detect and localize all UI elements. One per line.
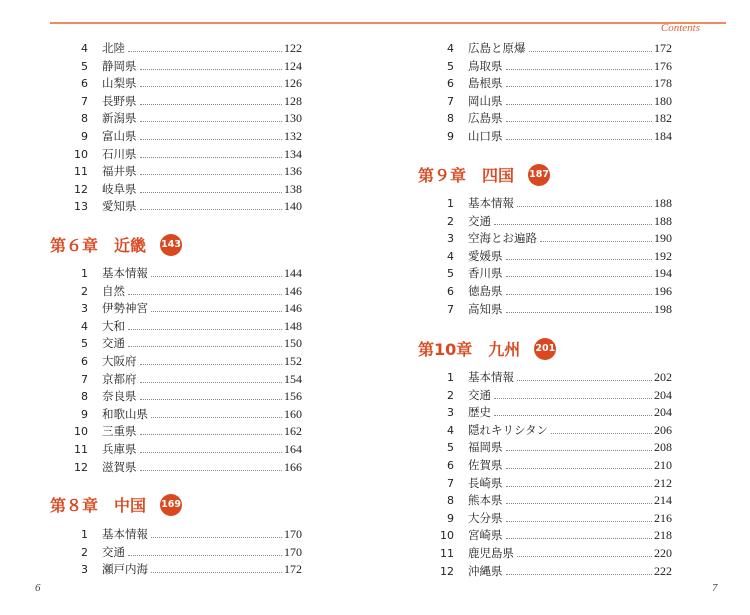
- entry-number: 6: [81, 77, 88, 91]
- entry-title: 新潟県: [102, 111, 137, 126]
- toc-entry[interactable]: [432, 492, 672, 510]
- entry-page: 210: [654, 457, 672, 472]
- entry-page: 166: [284, 459, 302, 474]
- chapter-heading: [50, 493, 182, 516]
- toc-entry[interactable]: [66, 388, 302, 406]
- dot-leader: [506, 104, 653, 105]
- toc-entry[interactable]: [66, 335, 302, 353]
- entry-title: 富山県: [102, 128, 137, 143]
- toc-entry[interactable]: [66, 406, 302, 424]
- entry-number: 8: [447, 112, 454, 126]
- entry-title: 静岡県: [102, 58, 137, 73]
- entry-title: 大阪府: [102, 353, 137, 368]
- entry-number: 10: [74, 425, 88, 439]
- entry-page: 140: [284, 199, 302, 214]
- toc-block: [66, 265, 302, 476]
- dot-leader: [140, 104, 283, 105]
- entry-page: 204: [654, 387, 672, 402]
- entry-title: 徳島県: [468, 283, 503, 298]
- entry-title: 交通: [102, 544, 125, 559]
- entry-page: 170: [284, 527, 302, 541]
- dot-leader: [140, 209, 283, 210]
- dot-leader: [494, 415, 652, 416]
- entry-title: 交通: [102, 336, 125, 351]
- entry-page: 222: [654, 563, 672, 578]
- dot-leader: [140, 434, 283, 435]
- dot-leader: [506, 139, 653, 140]
- toc-entry[interactable]: [66, 146, 302, 164]
- toc-entry[interactable]: [66, 58, 302, 76]
- entry-title: 山梨県: [102, 76, 137, 91]
- entry-number: 8: [447, 494, 454, 508]
- entry-page: 214: [654, 493, 672, 508]
- chapter-page-badge: 169: [160, 494, 182, 516]
- dot-leader: [506, 521, 653, 522]
- entry-page: 206: [654, 422, 672, 437]
- entry-number: 1: [447, 197, 454, 210]
- entry-title: 広島と原爆: [468, 41, 526, 55]
- dot-leader: [140, 157, 283, 158]
- entry-title: 沖縄県: [468, 563, 503, 578]
- toc-entry[interactable]: [432, 387, 672, 405]
- toc-entry[interactable]: [432, 457, 672, 475]
- entry-page: 148: [284, 318, 302, 333]
- chapter-page-badge: 201: [534, 338, 556, 360]
- entry-page: 138: [284, 181, 302, 196]
- entry-page: 128: [284, 93, 302, 108]
- dot-leader: [506, 486, 653, 487]
- chapter-heading: [418, 163, 550, 186]
- entry-number: 2: [81, 545, 88, 559]
- dot-leader: [506, 86, 653, 87]
- dot-leader: [494, 398, 652, 399]
- entry-number: 7: [81, 94, 88, 108]
- entry-title: 歴史: [468, 405, 491, 420]
- dot-leader: [506, 312, 653, 313]
- dot-leader: [506, 121, 653, 122]
- entry-title: 京都府: [102, 371, 137, 386]
- toc-block: [432, 369, 672, 580]
- entry-title: 基本情報: [102, 266, 148, 280]
- toc-entry[interactable]: [432, 510, 672, 528]
- dot-leader: [551, 433, 652, 434]
- chapter-label: 第９章: [418, 166, 467, 185]
- entry-number: 5: [81, 337, 88, 351]
- entry-number: 3: [447, 406, 454, 420]
- dot-leader: [506, 294, 653, 295]
- dot-leader: [140, 86, 283, 87]
- toc-entry[interactable]: [66, 353, 302, 371]
- dot-leader: [140, 121, 283, 122]
- toc-entry[interactable]: [66, 441, 302, 459]
- entry-title: 奈良県: [102, 389, 137, 404]
- entry-page: 188: [654, 196, 672, 210]
- entry-title: 隠れキリシタン: [468, 422, 549, 437]
- chapter-page-badge: 187: [528, 164, 550, 186]
- entry-title: 基本情報: [468, 370, 514, 384]
- dot-leader: [140, 192, 283, 193]
- toc-entry[interactable]: [66, 300, 302, 318]
- dot-leader: [506, 450, 653, 451]
- toc-entry[interactable]: [66, 110, 302, 128]
- toc-entry[interactable]: [66, 561, 302, 579]
- entry-title: 長崎県: [468, 475, 503, 490]
- entry-page: 220: [654, 545, 672, 560]
- toc-entry[interactable]: [432, 563, 672, 581]
- entry-number: 6: [447, 458, 454, 472]
- entry-title: 北陸: [102, 41, 125, 55]
- toc-entry[interactable]: [66, 75, 302, 93]
- dot-leader: [151, 311, 282, 312]
- toc-block: [432, 195, 672, 318]
- entry-number: 1: [447, 371, 454, 384]
- entry-page: 154: [284, 371, 302, 386]
- entry-title: 大和: [102, 318, 125, 333]
- dot-leader: [128, 555, 282, 556]
- entry-title: 長野県: [102, 93, 137, 108]
- dot-leader: [517, 206, 652, 207]
- toc-entry[interactable]: [432, 195, 672, 213]
- entry-title: 滋賀県: [102, 459, 137, 474]
- entry-page: 192: [654, 248, 672, 263]
- toc-entry[interactable]: [432, 40, 672, 58]
- entry-title: 交通: [468, 387, 491, 402]
- dot-leader: [128, 329, 282, 330]
- entry-page: 218: [654, 528, 672, 543]
- entry-page: 208: [654, 440, 672, 455]
- entry-title: 大分県: [468, 510, 503, 525]
- entry-number: 5: [447, 267, 454, 281]
- dot-leader: [128, 294, 282, 295]
- entry-number: 11: [74, 442, 88, 456]
- dot-leader: [506, 276, 653, 277]
- entry-page: 132: [284, 128, 302, 143]
- entry-page: 134: [284, 146, 302, 161]
- toc-entry[interactable]: [432, 110, 672, 128]
- entry-title: 自然: [102, 283, 125, 298]
- entry-page: 182: [654, 111, 672, 126]
- running-title: Contents: [660, 22, 700, 34]
- header-rule: [50, 22, 726, 24]
- toc-entry[interactable]: [66, 163, 302, 181]
- dot-leader: [517, 556, 652, 557]
- entry-page: 216: [654, 510, 672, 525]
- entry-number: 8: [81, 390, 88, 404]
- toc-entry[interactable]: [432, 422, 672, 440]
- entry-page: 150: [284, 336, 302, 351]
- entry-number: 10: [74, 147, 88, 161]
- toc-entry[interactable]: [66, 318, 302, 336]
- entry-number: 12: [74, 460, 88, 474]
- entry-number: 4: [447, 249, 454, 263]
- entry-page: 156: [284, 389, 302, 404]
- dot-leader: [506, 503, 653, 504]
- dot-leader: [140, 470, 283, 471]
- dot-leader: [540, 241, 652, 242]
- chapter-heading: [418, 337, 556, 360]
- dot-leader: [506, 538, 653, 539]
- entry-number: 6: [81, 354, 88, 368]
- dot-leader: [128, 51, 282, 52]
- entry-number: 7: [81, 372, 88, 386]
- toc-entry[interactable]: [66, 526, 302, 544]
- dot-leader: [140, 364, 283, 365]
- entry-title: 基本情報: [468, 196, 514, 210]
- entry-page: 164: [284, 441, 302, 456]
- toc-entry[interactable]: [432, 75, 672, 93]
- toc-block: [66, 40, 302, 216]
- dot-leader: [140, 139, 283, 140]
- entry-title: 伊勢神宮: [102, 301, 148, 316]
- toc-block: [66, 526, 302, 579]
- toc-entry[interactable]: [432, 439, 672, 457]
- dot-leader: [140, 382, 283, 383]
- entry-number: 7: [447, 302, 454, 316]
- entry-title: 高知県: [468, 301, 503, 316]
- entry-number: 4: [81, 319, 88, 333]
- dot-leader: [529, 51, 653, 52]
- entry-page: 130: [284, 111, 302, 126]
- entry-number: 12: [440, 564, 454, 578]
- entry-page: 184: [654, 128, 672, 143]
- entry-number: 7: [447, 94, 454, 108]
- dot-leader: [506, 468, 653, 469]
- toc-entry[interactable]: [432, 230, 672, 248]
- entry-page: 176: [654, 58, 672, 73]
- toc-entry[interactable]: [66, 40, 302, 58]
- dot-leader: [151, 276, 282, 277]
- entry-page: 146: [284, 301, 302, 316]
- chapter-label: 第６章: [50, 236, 99, 255]
- entry-number: 11: [440, 546, 454, 560]
- entry-page: 162: [284, 424, 302, 439]
- toc-entry[interactable]: [432, 58, 672, 76]
- entry-page: 190: [654, 231, 672, 246]
- dot-leader: [506, 69, 653, 70]
- entry-title: 島根県: [468, 76, 503, 91]
- dot-leader: [517, 380, 652, 381]
- toc-entry[interactable]: [66, 128, 302, 146]
- entry-page: 160: [284, 406, 302, 421]
- entry-page: 202: [654, 370, 672, 384]
- entry-title: 空海とお遍路: [468, 231, 537, 246]
- entry-number: 3: [81, 563, 88, 577]
- entry-page: 204: [654, 405, 672, 420]
- toc-entry[interactable]: [66, 93, 302, 111]
- chapter-heading: [50, 233, 182, 256]
- entry-title: 広島県: [468, 111, 503, 126]
- entry-page: 152: [284, 353, 302, 368]
- entry-number: 9: [81, 129, 88, 143]
- entry-title: 岡山県: [468, 93, 503, 108]
- entry-number: 10: [440, 529, 454, 543]
- entry-title: 愛媛県: [468, 248, 503, 263]
- page-number-left: 6: [35, 582, 41, 594]
- entry-number: 7: [447, 476, 454, 490]
- dot-leader: [494, 224, 652, 225]
- entry-title: 山口県: [468, 128, 503, 143]
- entry-number: 5: [447, 59, 454, 73]
- entry-title: 石川県: [102, 146, 137, 161]
- entry-page: 144: [284, 266, 302, 280]
- entry-title: 鹿児島県: [468, 545, 514, 560]
- toc-entry[interactable]: [66, 459, 302, 477]
- page-number-right: 7: [712, 582, 718, 594]
- entry-page: 172: [654, 41, 672, 55]
- entry-title: 香川県: [468, 266, 503, 281]
- entry-number: 6: [447, 284, 454, 298]
- entry-page: 212: [654, 475, 672, 490]
- dot-leader: [151, 417, 282, 418]
- entry-number: 2: [81, 284, 88, 298]
- dot-leader: [506, 574, 653, 575]
- entry-number: 2: [447, 214, 454, 228]
- entry-number: 13: [74, 200, 88, 214]
- entry-title: 瀬戸内海: [102, 562, 148, 577]
- toc-entry[interactable]: [432, 404, 672, 422]
- entry-number: 4: [447, 42, 454, 55]
- entry-number: 1: [81, 528, 88, 541]
- entry-page: 126: [284, 76, 302, 91]
- chapter-name: 九州: [488, 340, 521, 359]
- toc-entry[interactable]: [66, 265, 302, 283]
- toc-entry[interactable]: [432, 369, 672, 387]
- dot-leader: [151, 572, 282, 573]
- chapter-page-badge: 143: [160, 234, 182, 256]
- toc-entry[interactable]: [432, 265, 672, 283]
- entry-title: 愛知県: [102, 199, 137, 214]
- entry-title: 三重県: [102, 424, 137, 439]
- entry-number: 6: [447, 77, 454, 91]
- entry-page: 194: [654, 266, 672, 281]
- entry-title: 和歌山県: [102, 406, 148, 421]
- toc-entry[interactable]: [432, 93, 672, 111]
- dot-leader: [140, 69, 283, 70]
- entry-number: 9: [447, 129, 454, 143]
- entry-page: 180: [654, 93, 672, 108]
- dot-leader: [128, 346, 282, 347]
- toc-entry[interactable]: [66, 371, 302, 389]
- entry-title: 交通: [468, 213, 491, 228]
- chapter-label: 第８章: [50, 496, 99, 515]
- toc-entry[interactable]: [432, 475, 672, 493]
- toc-entry[interactable]: [432, 248, 672, 266]
- entry-number: 2: [447, 388, 454, 402]
- entry-page: 198: [654, 301, 672, 316]
- entry-number: 9: [81, 407, 88, 421]
- entry-title: 佐賀県: [468, 457, 503, 472]
- entry-number: 4: [81, 42, 88, 55]
- dot-leader: [140, 174, 283, 175]
- entry-title: 岐阜県: [102, 181, 137, 196]
- toc-entry[interactable]: [66, 181, 302, 199]
- entry-page: 136: [284, 164, 302, 179]
- entry-page: 146: [284, 283, 302, 298]
- entry-title: 宮崎県: [468, 528, 503, 543]
- dot-leader: [140, 452, 283, 453]
- entry-number: 4: [447, 423, 454, 437]
- entry-number: 1: [81, 267, 88, 280]
- chapter-name: 中国: [114, 496, 147, 515]
- toc-entry[interactable]: [432, 301, 672, 319]
- toc-entry[interactable]: [432, 213, 672, 231]
- chapter-name: 近畿: [114, 236, 147, 255]
- entry-page: 196: [654, 283, 672, 298]
- entry-title: 基本情報: [102, 527, 148, 541]
- chapter-name: 四国: [482, 166, 515, 185]
- toc-entry[interactable]: [432, 527, 672, 545]
- entry-page: 122: [284, 41, 302, 55]
- toc-block: [432, 40, 672, 146]
- toc-entry[interactable]: [66, 544, 302, 562]
- entry-page: 124: [284, 58, 302, 73]
- toc-entry[interactable]: [432, 545, 672, 563]
- entry-number: 5: [81, 59, 88, 73]
- toc-entry[interactable]: [66, 283, 302, 301]
- toc-entry[interactable]: [432, 128, 672, 146]
- entry-number: 11: [74, 165, 88, 179]
- dot-leader: [506, 259, 653, 260]
- entry-title: 福岡県: [468, 440, 503, 455]
- dot-leader: [140, 399, 283, 400]
- entry-page: 178: [654, 76, 672, 91]
- entry-title: 鳥取県: [468, 58, 503, 73]
- entry-page: 170: [284, 544, 302, 559]
- dot-leader: [151, 537, 282, 538]
- toc-entry[interactable]: [432, 283, 672, 301]
- entry-number: 3: [447, 232, 454, 246]
- chapter-label: 第10章: [418, 340, 473, 359]
- entry-page: 172: [284, 562, 302, 577]
- entry-title: 福井県: [102, 164, 137, 179]
- toc-entry[interactable]: [66, 423, 302, 441]
- entry-number: 3: [81, 302, 88, 316]
- entry-number: 9: [447, 511, 454, 525]
- entry-page: 188: [654, 213, 672, 228]
- entry-number: 12: [74, 182, 88, 196]
- toc-entry[interactable]: [66, 198, 302, 216]
- entry-title: 兵庫県: [102, 441, 137, 456]
- entry-number: 8: [81, 112, 88, 126]
- entry-number: 5: [447, 441, 454, 455]
- entry-title: 熊本県: [468, 493, 503, 508]
